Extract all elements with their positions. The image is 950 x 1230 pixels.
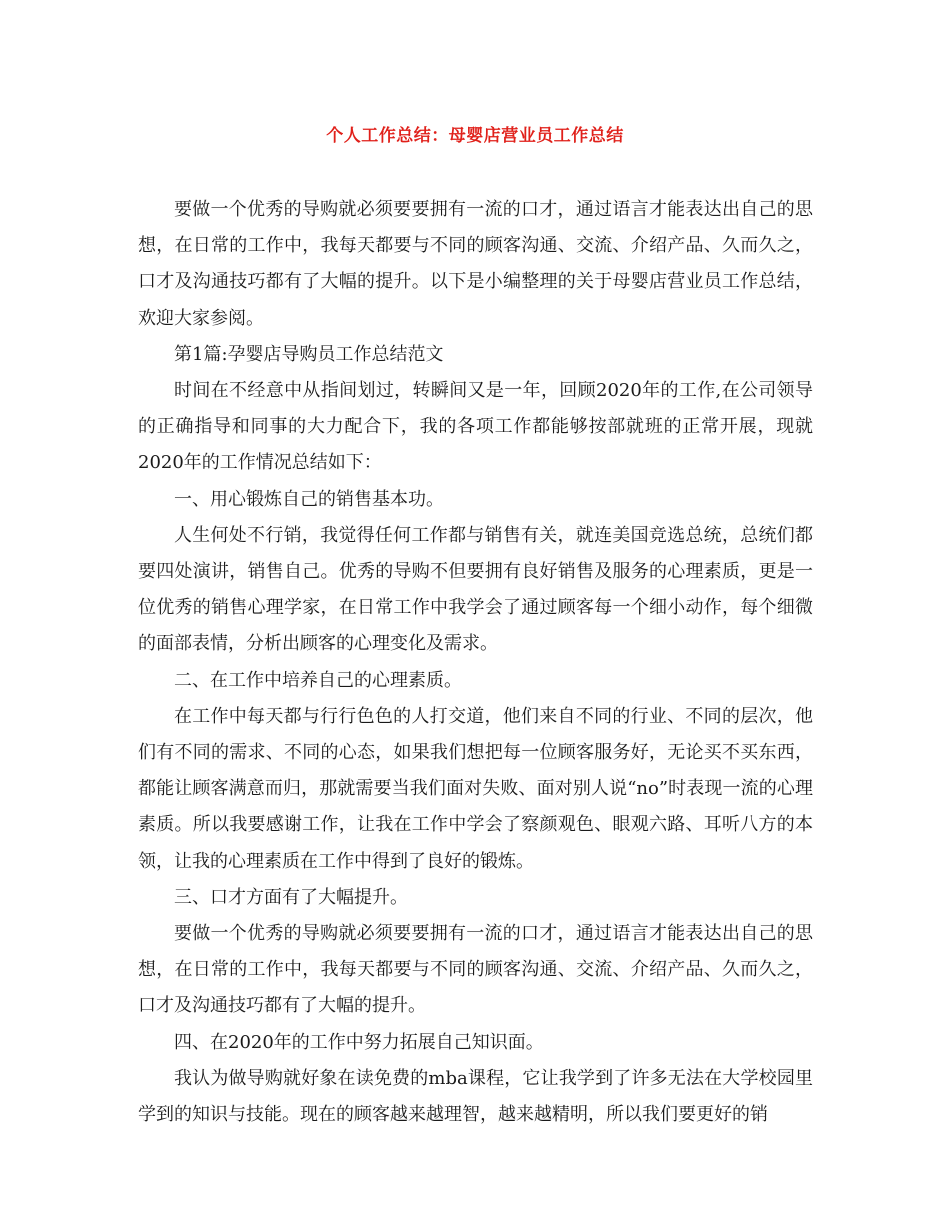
document-body [138, 192, 813, 1133]
section-heading: 二、在工作中培养自己的心理素质。 [174, 669, 462, 691]
article-heading: 第1篇:孕婴店导购员工作总结范文 [174, 343, 444, 365]
section-heading: 三、口才方面有了大幅提升。 [174, 886, 408, 908]
body-paragraph: 在工作中每天都与行行色色的人打交道，他们来自不同的行业、不同的层次，他们有不同的需求、不同的心态，如果我们想把每一位顾客服务好，无论买不买东西，都能让顾客满意而归，那就需要当我们面对失败、面对别人说“no”时表现一流的心理素质。所以我要感谢工作，让我在工作中学会了察颜观色、眼观六路、耳听八方的本领，让我的心理素质在工作中得到了良好的锻炼。 [138, 705, 813, 872]
section-heading: 四、在2020年的工作中努力拓展自己知识面。 [174, 1031, 544, 1053]
body-paragraph: 要做一个优秀的导购就必须要要拥有一流的口才，通过语言才能表达出自己的思想，在日常的工作中，我每天都要与不同的顾客沟通、交流、介绍产品、久而久之，口才及沟通技巧都有了大幅的提升。 [138, 923, 813, 1017]
body-paragraph: 时间在不经意中从指间划过，转瞬间又是一年，回顾2020年的工作,在公司领导的正确指导和同事的大力配合下，我的各项工作都能够按部就班的正常开展，现就2020年的工作情况总结如下： [138, 380, 813, 474]
intro-paragraph: 要做一个优秀的导购就必须要要拥有一流的口才，通过语言才能表达出自己的思想，在日常的工作中，我每天都要与不同的顾客沟通、交流、介绍产品、久而久之，口才及沟通技巧都有了大幅的提升。以下是小编整理的关于母婴店营业员工作总结，欢迎大家参阅。 [138, 199, 813, 329]
document-title: 个人工作总结：母婴店营业员工作总结 [326, 126, 624, 146]
body-paragraph: 人生何处不行销，我觉得任何工作都与销售有关，就连美国竞选总统，总统们都要四处演讲，销售自己。优秀的导购不但要拥有良好销售及服务的心理素质，更是一位优秀的销售心理学家，在日常工作中我学会了通过顾客每一个细小动作，每个细微的面部表情，分析出顾客的心理变化及需求。 [138, 524, 813, 655]
body-paragraph: 我认为做导购就好象在读免费的mba课程，它让我学到了许多无法在大学校园里学到的知识与技能。现在的顾客越来越理智，越来越精明，所以我们要更好的销 [138, 1067, 813, 1126]
section-heading: 一、用心锻炼自己的销售基本功。 [174, 488, 444, 510]
